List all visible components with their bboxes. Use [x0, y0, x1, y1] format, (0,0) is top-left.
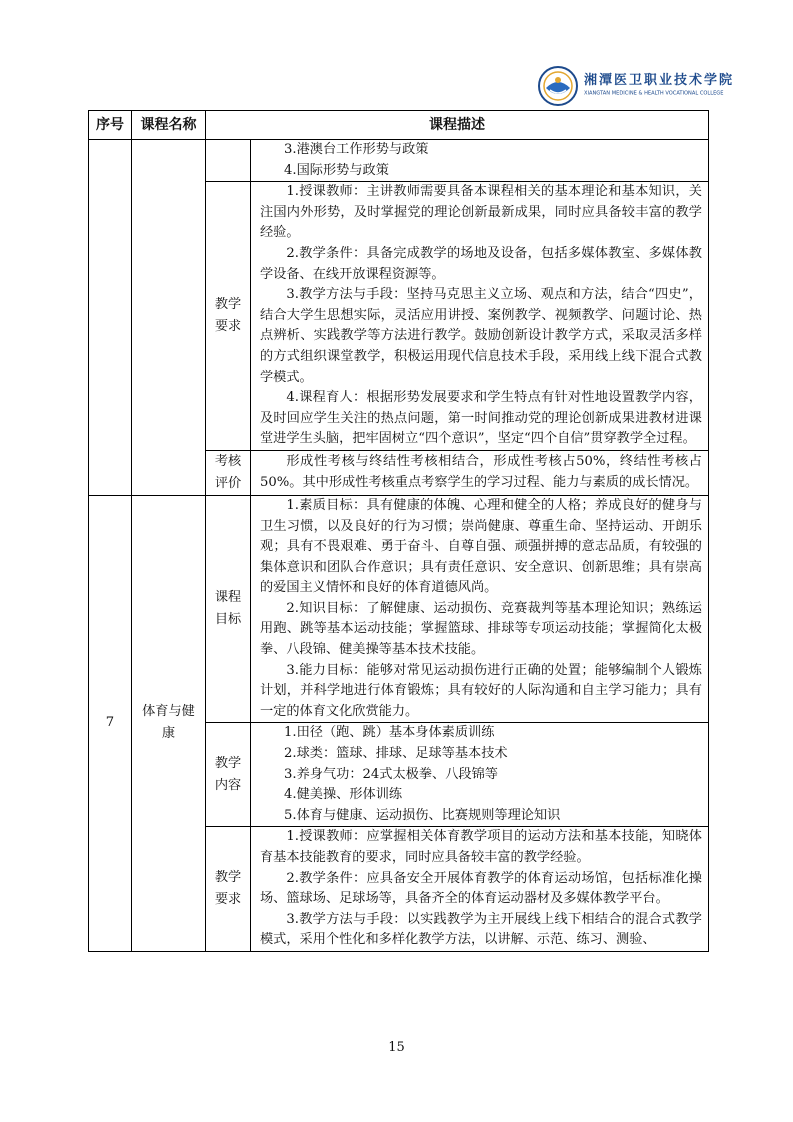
table-header-row — [89, 111, 709, 140]
paragraph: 2.教学条件：应具备安全开展体育教学的体育运动场馆，包括标准化操场、篮球场、足球场等，具备齐全的体育运动器材及多媒体教学平台。 — [260, 870, 702, 907]
header-course-description: 课程描述 — [206, 111, 709, 140]
list-item: 4.国际形势与政策 — [284, 162, 389, 178]
course-name: 体育与健康 — [132, 495, 206, 951]
table-row — [89, 140, 709, 182]
header-course-name: 课程名称 — [132, 111, 206, 140]
paragraph: 1.素质目标：具有健康的体魄、心理和健全的人格；养成良好的健身与卫生习惯，以及良好的行为习惯；崇尚健康、尊重生命、坚持运动、开朗乐观；具有不畏艰难、勇于奋斗、自尊自强、顽强拼搏的意志品质，有较强的集体意识和团队合作意识；具有责任意识、安全意识、创新思维；具有崇高的爱国主义情怀和良好的体育道德风尚。 — [260, 497, 702, 596]
category-course-goals: 课程 目标 — [206, 495, 251, 723]
description-cell — [251, 450, 709, 495]
paragraph: 3.教学方法与手段：以实践教学为主开展线上线下相结合的混合式教学模式，采用个性化和多样化教学方法，以讲解、示范、练习、测验、 — [260, 911, 702, 948]
category-assessment: 考核 评价 — [206, 450, 251, 495]
number-cell — [89, 140, 132, 496]
category-teaching-requirements: 教学 要求 — [206, 182, 251, 451]
list-item: 1.田径（跑、跳）基本身体素质训练 — [284, 725, 495, 741]
description-cell — [251, 495, 709, 723]
logo-english-name: XIANGTAN MEDICINE & HEALTH VOCATIONAL COLLEGE — [584, 90, 724, 96]
table-row — [89, 495, 709, 723]
description-cell — [251, 723, 709, 827]
paragraph: 3.教学方法与手段：坚持马克思主义立场、观点和方法，结合“四史”，结合大学生思想实际，灵活应用讲授、案例教学、视频教学、问题讨论、热点辨析、实践教学等方法进行教学。鼓励创新设计教学方式，采取灵活多样的方式组织课堂教学，积极运用现代信息技术手段，采用线上线下混合式教学模式。 — [260, 287, 702, 385]
paragraph: 2.知识目标：了解健康、运动损伤、竞赛裁判等基本理论知识；熟练运用跑、跳等基本运动技能；掌握篮球、排球等专项运动技能；掌握简化太极拳、八段锦、健美操等基本技术技能。 — [260, 600, 702, 658]
list-item: 3.港澳台工作形势与政策 — [284, 142, 429, 157]
category-teaching-requirements: 教学 要求 — [206, 827, 251, 952]
header-number: 序号 — [89, 111, 132, 140]
list-item: 5.体育与健康、运动损伤、比赛规则等理论知识 — [284, 807, 561, 823]
course-table — [88, 110, 709, 952]
paragraph: 1.授课教师：应掌握相关体育教学项目的运动方法和基本技能，知晓体育基本技能教育的要求，同时应具备较丰富的教学经验。 — [260, 829, 702, 865]
page-number: 15 — [388, 1040, 405, 1055]
paragraph: 形成性考核与终结性考核相结合，形成性考核占50%，终结性考核占50%。其中形成性考核重点考察学生的学习过程、能力与素质的成长情况。 — [260, 454, 702, 490]
paragraph: 2.教学条件：具备完成教学的场地及设备，包括多媒体教室、多媒体教学设备、在线开放课程资源等。 — [260, 245, 702, 282]
category-cell — [206, 140, 251, 182]
description-cell — [251, 182, 709, 451]
logo-chinese-name: 湘潭医卫职业技术学院 — [584, 73, 735, 88]
course-number: 7 — [89, 495, 132, 951]
college-emblem-icon — [538, 66, 578, 106]
description-cell — [251, 827, 709, 952]
list-item: 4.健美操、形体训练 — [284, 787, 403, 803]
paragraph: 1.授课教师：主讲教师需要具备本课程相关的基本理论和基本知识，关注国内外形势，及时掌握党的理论创新最新成果，同时应具备较丰富的教学经验。 — [260, 184, 702, 241]
list-item: 2.球类：篮球、排球、足球等基本技术 — [284, 746, 508, 762]
description-cell — [251, 140, 709, 182]
category-teaching-content: 教学 内容 — [206, 723, 251, 827]
course-name-cell — [132, 140, 206, 496]
paragraph: 4.课程育人：根据形势发展要求和学生特点有针对性地设置教学内容，及时回应学生关注的热点问题，第一时间推动党的理论创新成果进教材进课堂进学生头脑，把牢固树立“四个意识”，坚定“四个自信”贯穿教学全过程。 — [260, 390, 702, 447]
college-logo — [538, 66, 735, 110]
list-item: 3.养身气功：24式太极拳、八段锦等 — [284, 766, 498, 782]
paragraph: 3.能力目标：能够对常见运动损伤进行正确的处置；能够编制个人锻炼计划，并科学地进行体育锻炼；具有较好的人际沟通和自主学习能力；具有一定的体育文化欣赏能力。 — [260, 662, 702, 719]
